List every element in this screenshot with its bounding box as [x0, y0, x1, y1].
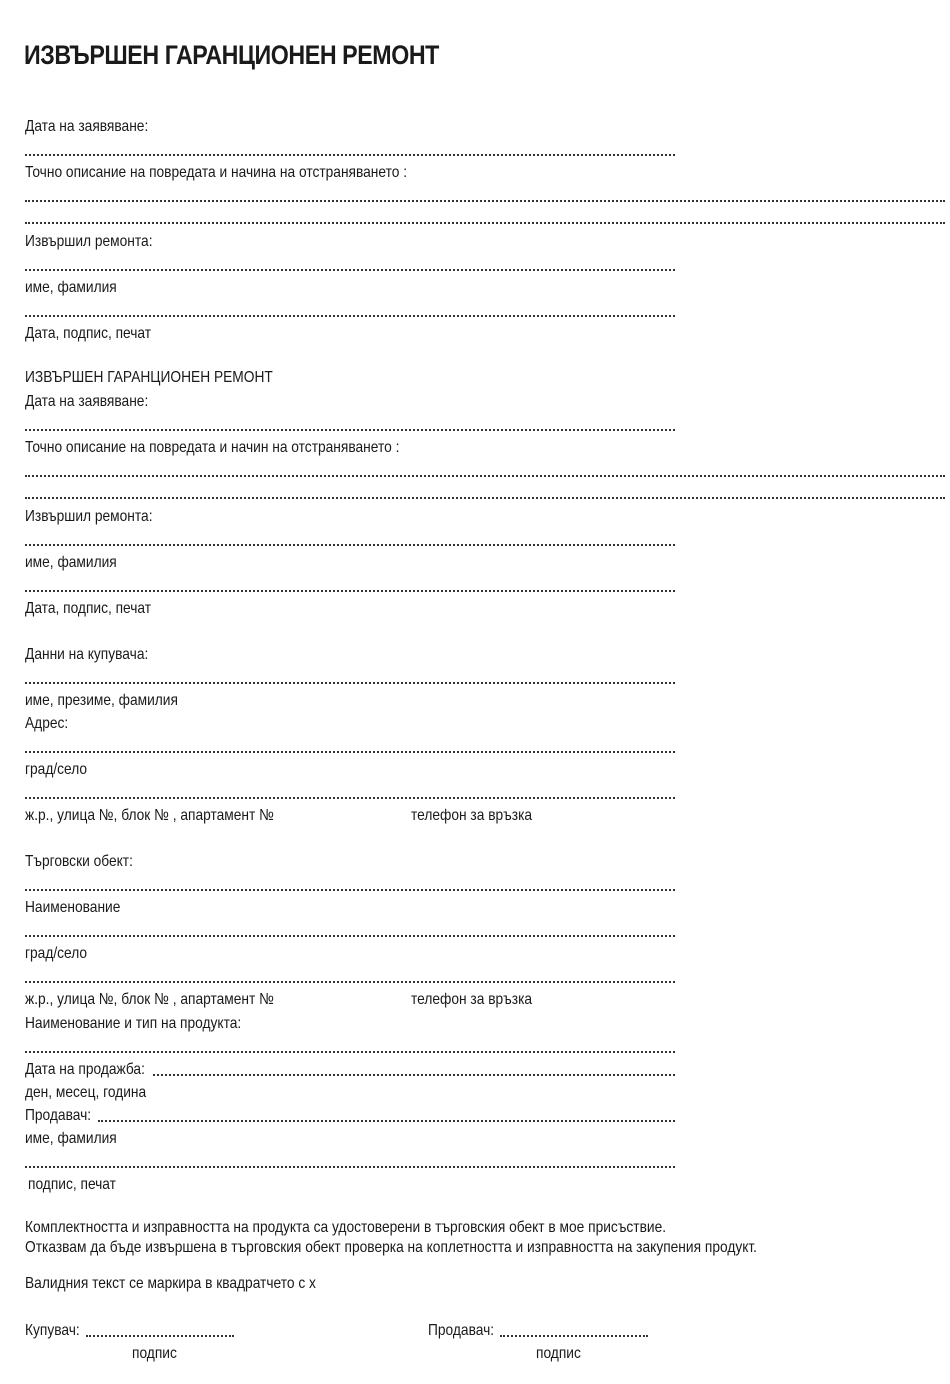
sign-stamp-label: подпис, печат: [28, 1176, 116, 1193]
buyer-phone-label: телефон за връзка: [411, 807, 533, 824]
sale-date-label: Дата на продажба:: [25, 1061, 145, 1078]
store-street-field[interactable]: [25, 981, 675, 983]
buyer-city-field[interactable]: [25, 751, 675, 753]
sale-date-field[interactable]: [153, 1074, 675, 1076]
date-sign-label: Дата, подпис, печат: [25, 325, 152, 342]
repaired-by-field[interactable]: [25, 269, 675, 271]
store-street-label: ж.р., улица №, блок № , апартамент №: [25, 991, 274, 1008]
request-date-label: Дата на заявяване:: [25, 118, 149, 135]
buyer-signature-field[interactable]: [86, 1335, 234, 1337]
date-sign-field[interactable]: [25, 315, 675, 317]
page-title: ИЗВЪРШЕН ГАРАНЦИОНЕН РЕМОНТ: [24, 40, 439, 70]
buyer-sign-caption: подпис: [132, 1345, 177, 1362]
request-date-field-2[interactable]: [25, 429, 675, 431]
marking-note: Валидния текст се маркира в квадратчето с х: [25, 1275, 316, 1292]
product-name-type-label: Наименование и тип на продукта:: [25, 1015, 242, 1032]
statement-line-2: Отказвам да бъде извършена в търговския обект проверка на коплетността и изправността на закупения продукт.: [25, 1239, 758, 1256]
buyer-name-field[interactable]: [25, 682, 675, 684]
description-label-2: Точно описание на повредата и начин на отстраняването :: [25, 439, 400, 456]
buyer-heading: Данни на купувача:: [25, 646, 149, 663]
repaired-by-label: Извършил ремонта:: [25, 233, 153, 250]
buyer-street-label: ж.р., улица №, блок № , апартамент №: [25, 807, 274, 824]
date-sign-field-2[interactable]: [25, 590, 675, 592]
repaired-by-field-2[interactable]: [25, 544, 675, 546]
seller-label: Продавач:: [25, 1107, 92, 1124]
seller-signature-field[interactable]: [500, 1335, 648, 1337]
store-name-label: Наименование: [25, 899, 121, 916]
description-label: Точно описание на повредата и начина на отстраняването :: [25, 164, 408, 181]
description-field-2[interactable]: [25, 222, 945, 224]
seller-sign-caption: подпис: [536, 1345, 581, 1362]
store-city-field[interactable]: [25, 935, 675, 937]
store-heading: Търговски обект:: [25, 853, 133, 870]
seller-signature-label: Продавач:: [428, 1322, 495, 1339]
buyer-city-label: град/село: [25, 761, 88, 778]
repaired-by-label-2: Извършил ремонта:: [25, 508, 153, 525]
statement-line-1: Комплектността и изправността на продукта са удостоверени в търговския обект в мое присъствие.: [25, 1219, 667, 1236]
description-field-1[interactable]: [25, 200, 945, 202]
store-city-label: град/село: [25, 945, 88, 962]
repair2-heading: ИЗВЪРШЕН ГАРАНЦИОНЕН РЕМОНТ: [25, 369, 273, 386]
description-field-2-2[interactable]: [25, 497, 945, 499]
request-date-label-2: Дата на заявяване:: [25, 393, 149, 410]
buyer-signature-label: Купувач:: [25, 1322, 80, 1339]
description-field-2-1[interactable]: [25, 475, 945, 477]
buyer-street-field[interactable]: [25, 797, 675, 799]
buyer-address-label: Адрес:: [25, 715, 69, 732]
buyer-full-name-label: име, презиме, фамилия: [25, 692, 178, 709]
name-label: име, фамилия: [25, 279, 117, 296]
seller-name-label: име, фамилия: [25, 1130, 117, 1147]
name-label-2: име, фамилия: [25, 554, 117, 571]
seller-field[interactable]: [98, 1120, 675, 1122]
date-sign-label-2: Дата, подпис, печат: [25, 600, 152, 617]
date-format-label: ден, месец, година: [25, 1084, 147, 1101]
store-name-field[interactable]: [25, 889, 675, 891]
request-date-field[interactable]: [25, 154, 675, 156]
sign-stamp-field[interactable]: [25, 1166, 675, 1168]
store-phone-label: телефон за връзка: [411, 991, 533, 1008]
product-name-type-field[interactable]: [25, 1051, 675, 1053]
